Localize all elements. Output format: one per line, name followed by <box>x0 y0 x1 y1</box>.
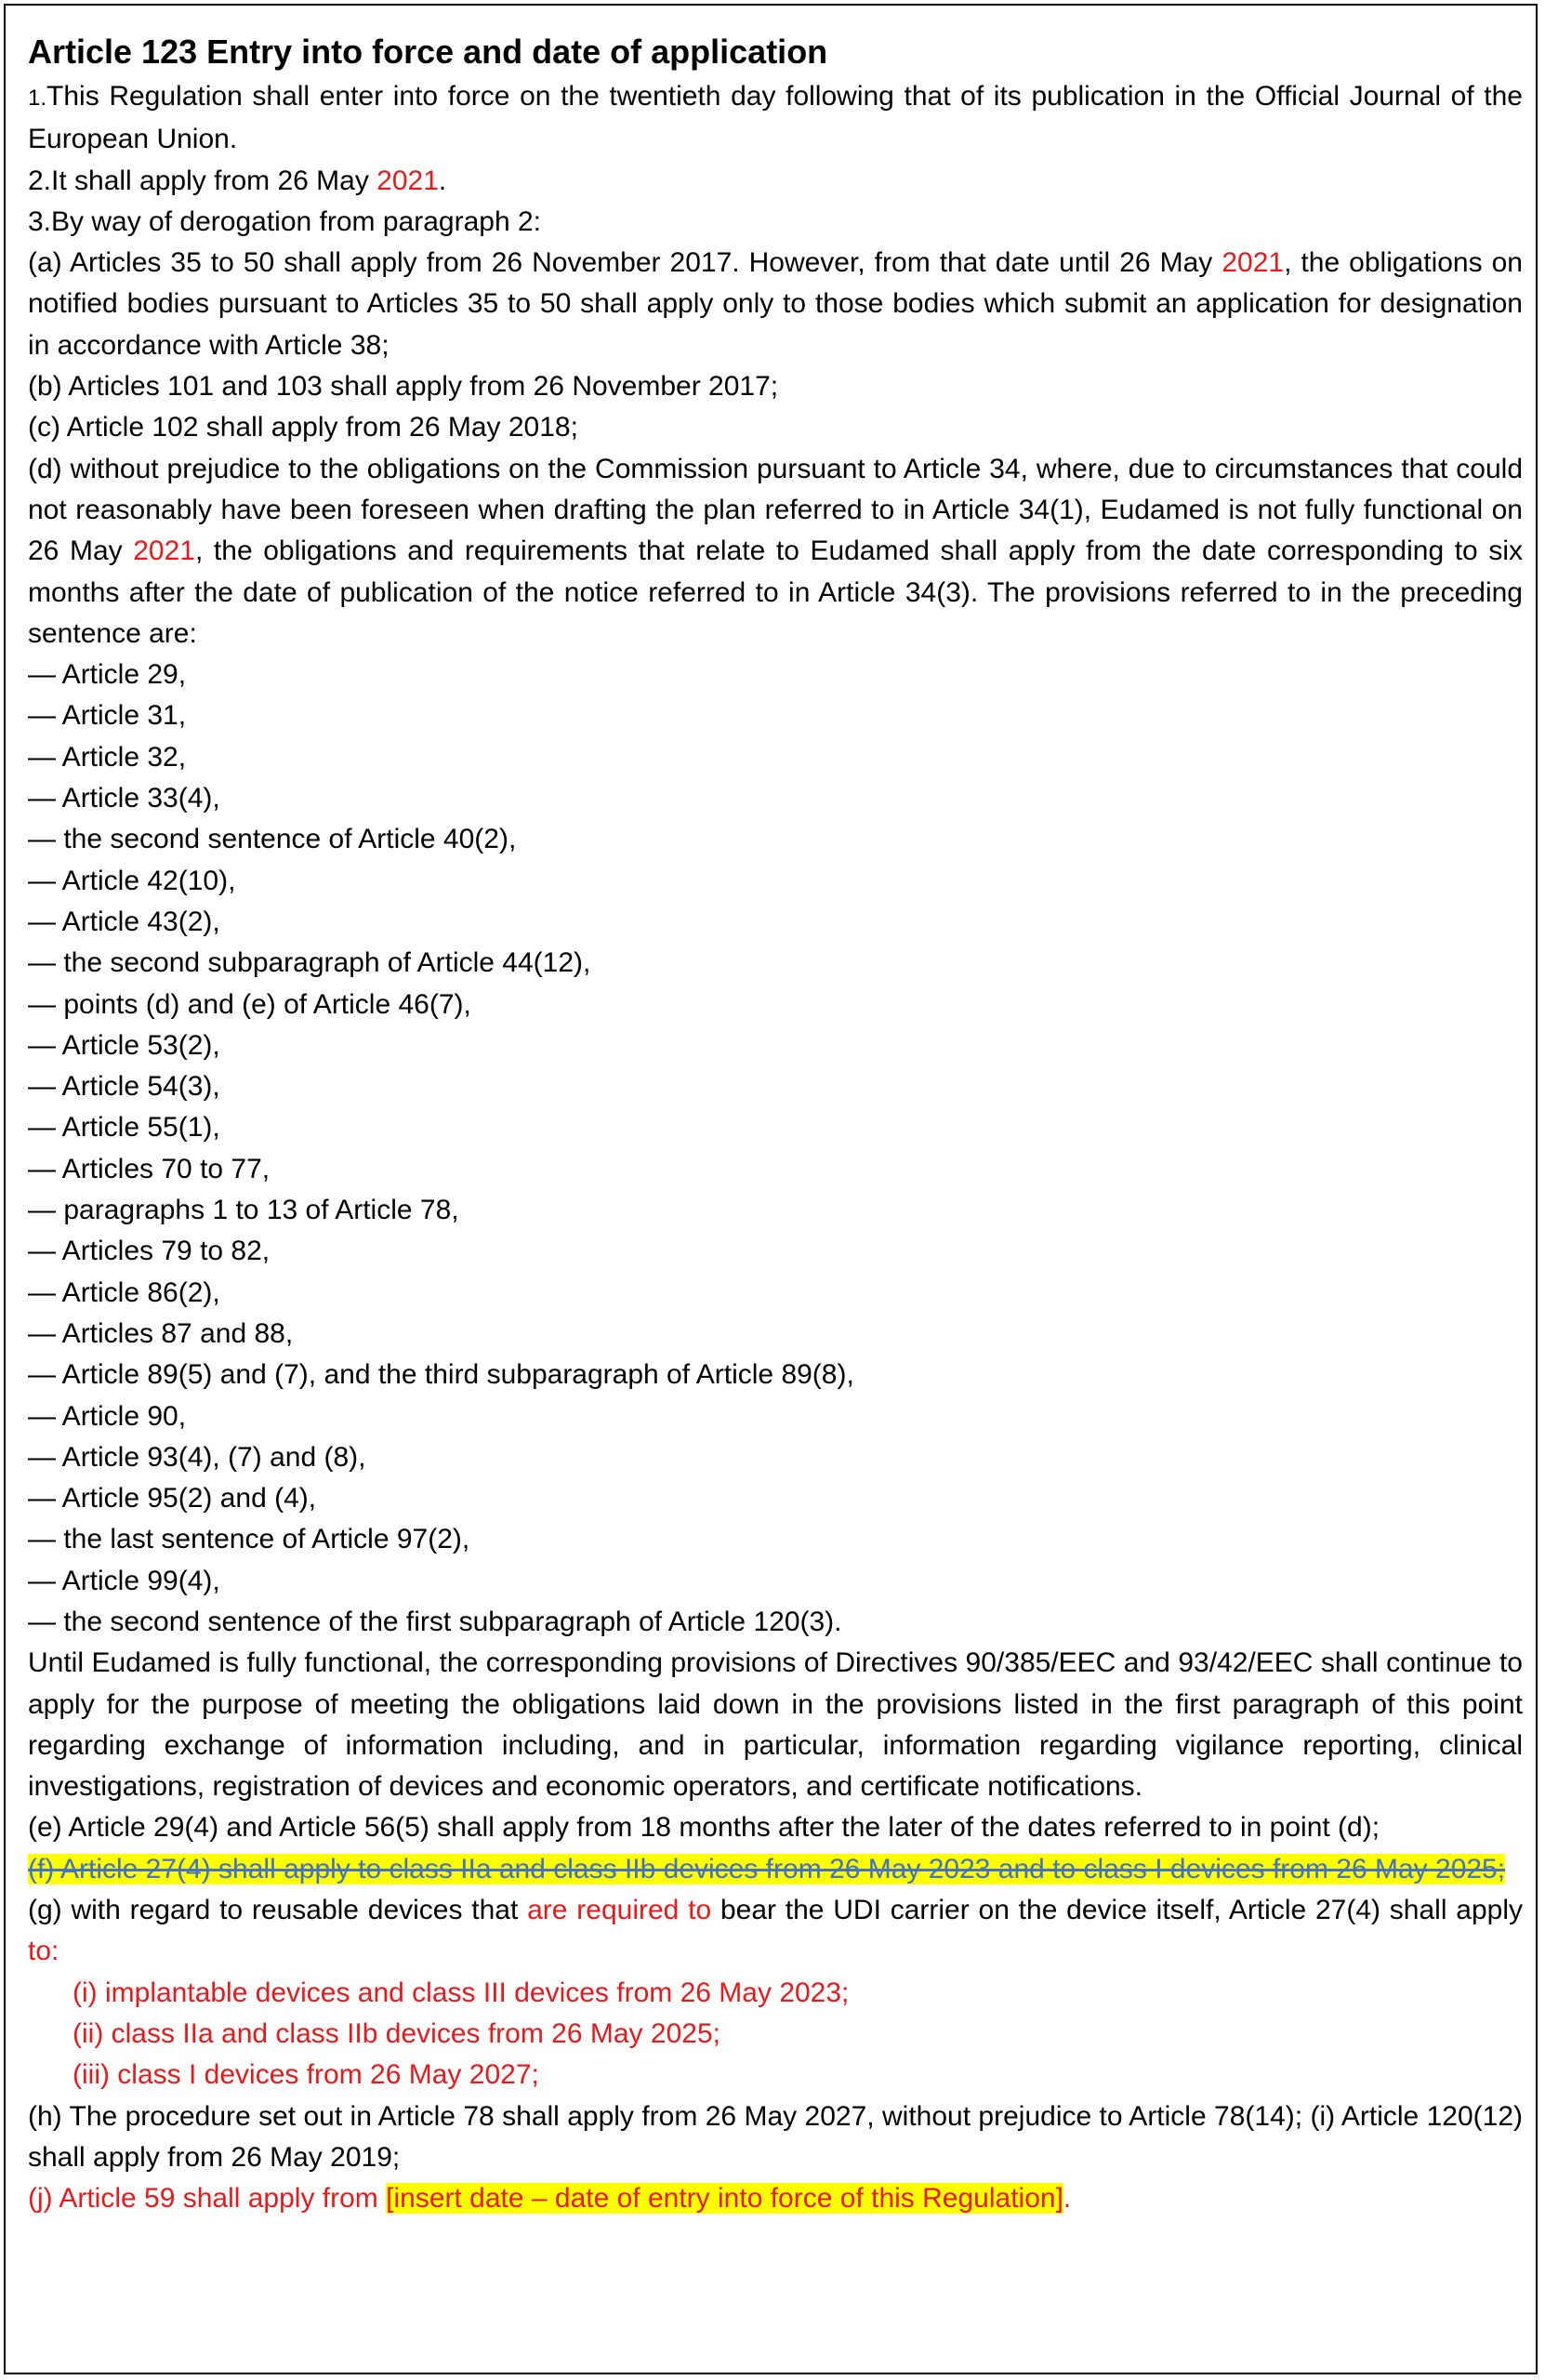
provision-item: — the second sentence of Article 40(2), <box>28 824 517 855</box>
point-g-text-2: bear the UDI carrier on the device itself, Article 27(4) shall apply <box>711 1895 1523 1926</box>
point-a <box>28 243 1523 366</box>
paragraph-2-text: 2.It shall apply from 26 May <box>28 165 377 196</box>
article-title: Article 123 Entry into force and date of application <box>28 33 828 71</box>
point-g-text-1: (g) with regard to reusable devices that <box>28 1895 528 1926</box>
provision-item: — Article 43(2), <box>28 906 220 937</box>
point-a-text-1: (a) Articles 35 to 50 shall apply from 26 November 2017. However, from that date until 26 May <box>28 247 1222 279</box>
point-e: (e) Article 29(4) and Article 56(5) shall apply from 18 months after the later of the dates referred to in point (d); <box>28 1812 1380 1844</box>
paragraph-1-text: This Regulation shall enter into force on the twentieth day following that of its publication in the Official Journal of the European Union. <box>28 81 1523 155</box>
paragraph-2-end: . <box>438 165 447 196</box>
provision-item: — Article 29, <box>28 659 187 691</box>
point-a-year: 2021 <box>1221 247 1285 279</box>
point-a-text-2: , the obligations on notified bodies pursuant to Articles 35 to 50 shall apply only to those bodies which submit an application for designation in accordance with Article 38; <box>28 247 1523 361</box>
point-g <box>28 1890 1523 1973</box>
until-eudamed-paragraph: Until Eudamed is fully functional, the corresponding provisions of Directives 90/385/EEC and 93/42/EEC shall continue to apply for the purpose of meeting the obligations laid down in the provisions listed in the first paragraph of this point regarding exchange of information including, and in particular, information regarding vigilance reporting, clinical investigations, registration of devices and economic operators, and certificate notifications. <box>28 1647 1523 1803</box>
provision-item: — Article 42(10), <box>28 865 236 896</box>
point-g-amendment-1: are required to <box>527 1895 712 1926</box>
provision-item: — paragraphs 1 to 13 of Article 78, <box>28 1195 459 1226</box>
point-c: (c) Article 102 shall apply from 26 May 2018; <box>28 412 578 443</box>
point-g-subitem: (ii) class IIa and class IIb devices from 26 May 2025; <box>73 2017 720 2049</box>
provision-item: — Article 89(5) and (7), and the third subparagraph of Article 89(8), <box>28 1359 854 1391</box>
point-d-year: 2021 <box>133 536 195 567</box>
point-b: (b) Articles 101 and 103 shall apply from 26 November 2017; <box>28 371 779 403</box>
point-d-text-1: (d) without prejudice to the obligations on the Commission pursuant to Article 34, where, due to circumstances that could not reasonably have been foreseen when drafting the plan referred to in Article 34(1), Eudamed is not fully functional on 26 May <box>28 453 1523 567</box>
provision-item: — Article 32, <box>28 741 187 773</box>
point-j <box>28 2178 1523 2219</box>
provision-item: — Article 55(1), <box>28 1112 220 1144</box>
provision-item: — Article 31, <box>28 700 187 732</box>
provision-item: — Article 53(2), <box>28 1029 220 1061</box>
provision-item: — points (d) and (e) of Article 46(7), <box>28 988 471 1020</box>
provision-item: — Article 54(3), <box>28 1071 220 1103</box>
paragraph-1 <box>28 76 1523 161</box>
provision-item: — Article 95(2) and (4), <box>28 1483 317 1514</box>
point-j-text: (j) Article 59 shall apply from <box>28 2183 387 2215</box>
point-d <box>28 449 1523 654</box>
point-f-deleted <box>28 1849 1523 1890</box>
point-g-amendment-2: to: <box>28 1936 59 1967</box>
provision-item: — the second sentence of the first subparagraph of Article 120(3). <box>28 1606 842 1637</box>
point-h-i: (h) The procedure set out in Article 78 shall apply from 26 May 2027, without prejudice to Article 78(14); (i) Article 120(12) shall apply from 26 May 2019; <box>28 2100 1523 2173</box>
article-body <box>28 28 1523 2219</box>
point-j-highlighted-date: [insert date – date of entry into force of this Regulation] <box>386 2183 1063 2215</box>
provision-item: — Articles 79 to 82, <box>28 1236 271 1267</box>
point-j-end: . <box>1063 2183 1072 2215</box>
point-g-subitem: (iii) class I devices from 26 May 2027; <box>73 2059 539 2091</box>
paragraph-1-number: 1. <box>28 86 47 111</box>
provision-item: — Article 86(2), <box>28 1276 220 1308</box>
paragraph-3: 3.By way of derogation from paragraph 2: <box>28 205 541 237</box>
paragraph-2 <box>28 161 1523 202</box>
provision-item: — Article 90, <box>28 1400 187 1432</box>
point-g-subitem: (i) implantable devices and class III devices from 26 May 2023; <box>73 1977 850 2008</box>
point-d-text-2: , the obligations and requirements that relate to Eudamed shall apply from the date corresponding to six months after the date of publication of the notice referred to in Article 34(3). The provisions referred to in the preceding sentence are: <box>28 536 1524 649</box>
point-g-subitems <box>28 1973 1523 2096</box>
provision-item: — Article 33(4), <box>28 783 220 814</box>
provision-item: — Article 93(4), (7) and (8), <box>28 1441 366 1473</box>
provision-item: — Articles 70 to 77, <box>28 1153 271 1184</box>
point-f-deleted-text: (f) Article 27(4) shall apply to class IIa and class IIb devices from 26 May 2023 and to class I devices from 26 May 2025; <box>28 1853 1506 1884</box>
provision-item: — the second subparagraph of Article 44(12), <box>28 947 591 979</box>
provision-item: — Article 99(4), <box>28 1565 220 1596</box>
provision-item: — Articles 87 and 88, <box>28 1317 294 1349</box>
provisions-list <box>28 654 1523 1643</box>
provision-item: — the last sentence of Article 97(2), <box>28 1524 470 1555</box>
paragraph-2-year: 2021 <box>376 165 439 196</box>
